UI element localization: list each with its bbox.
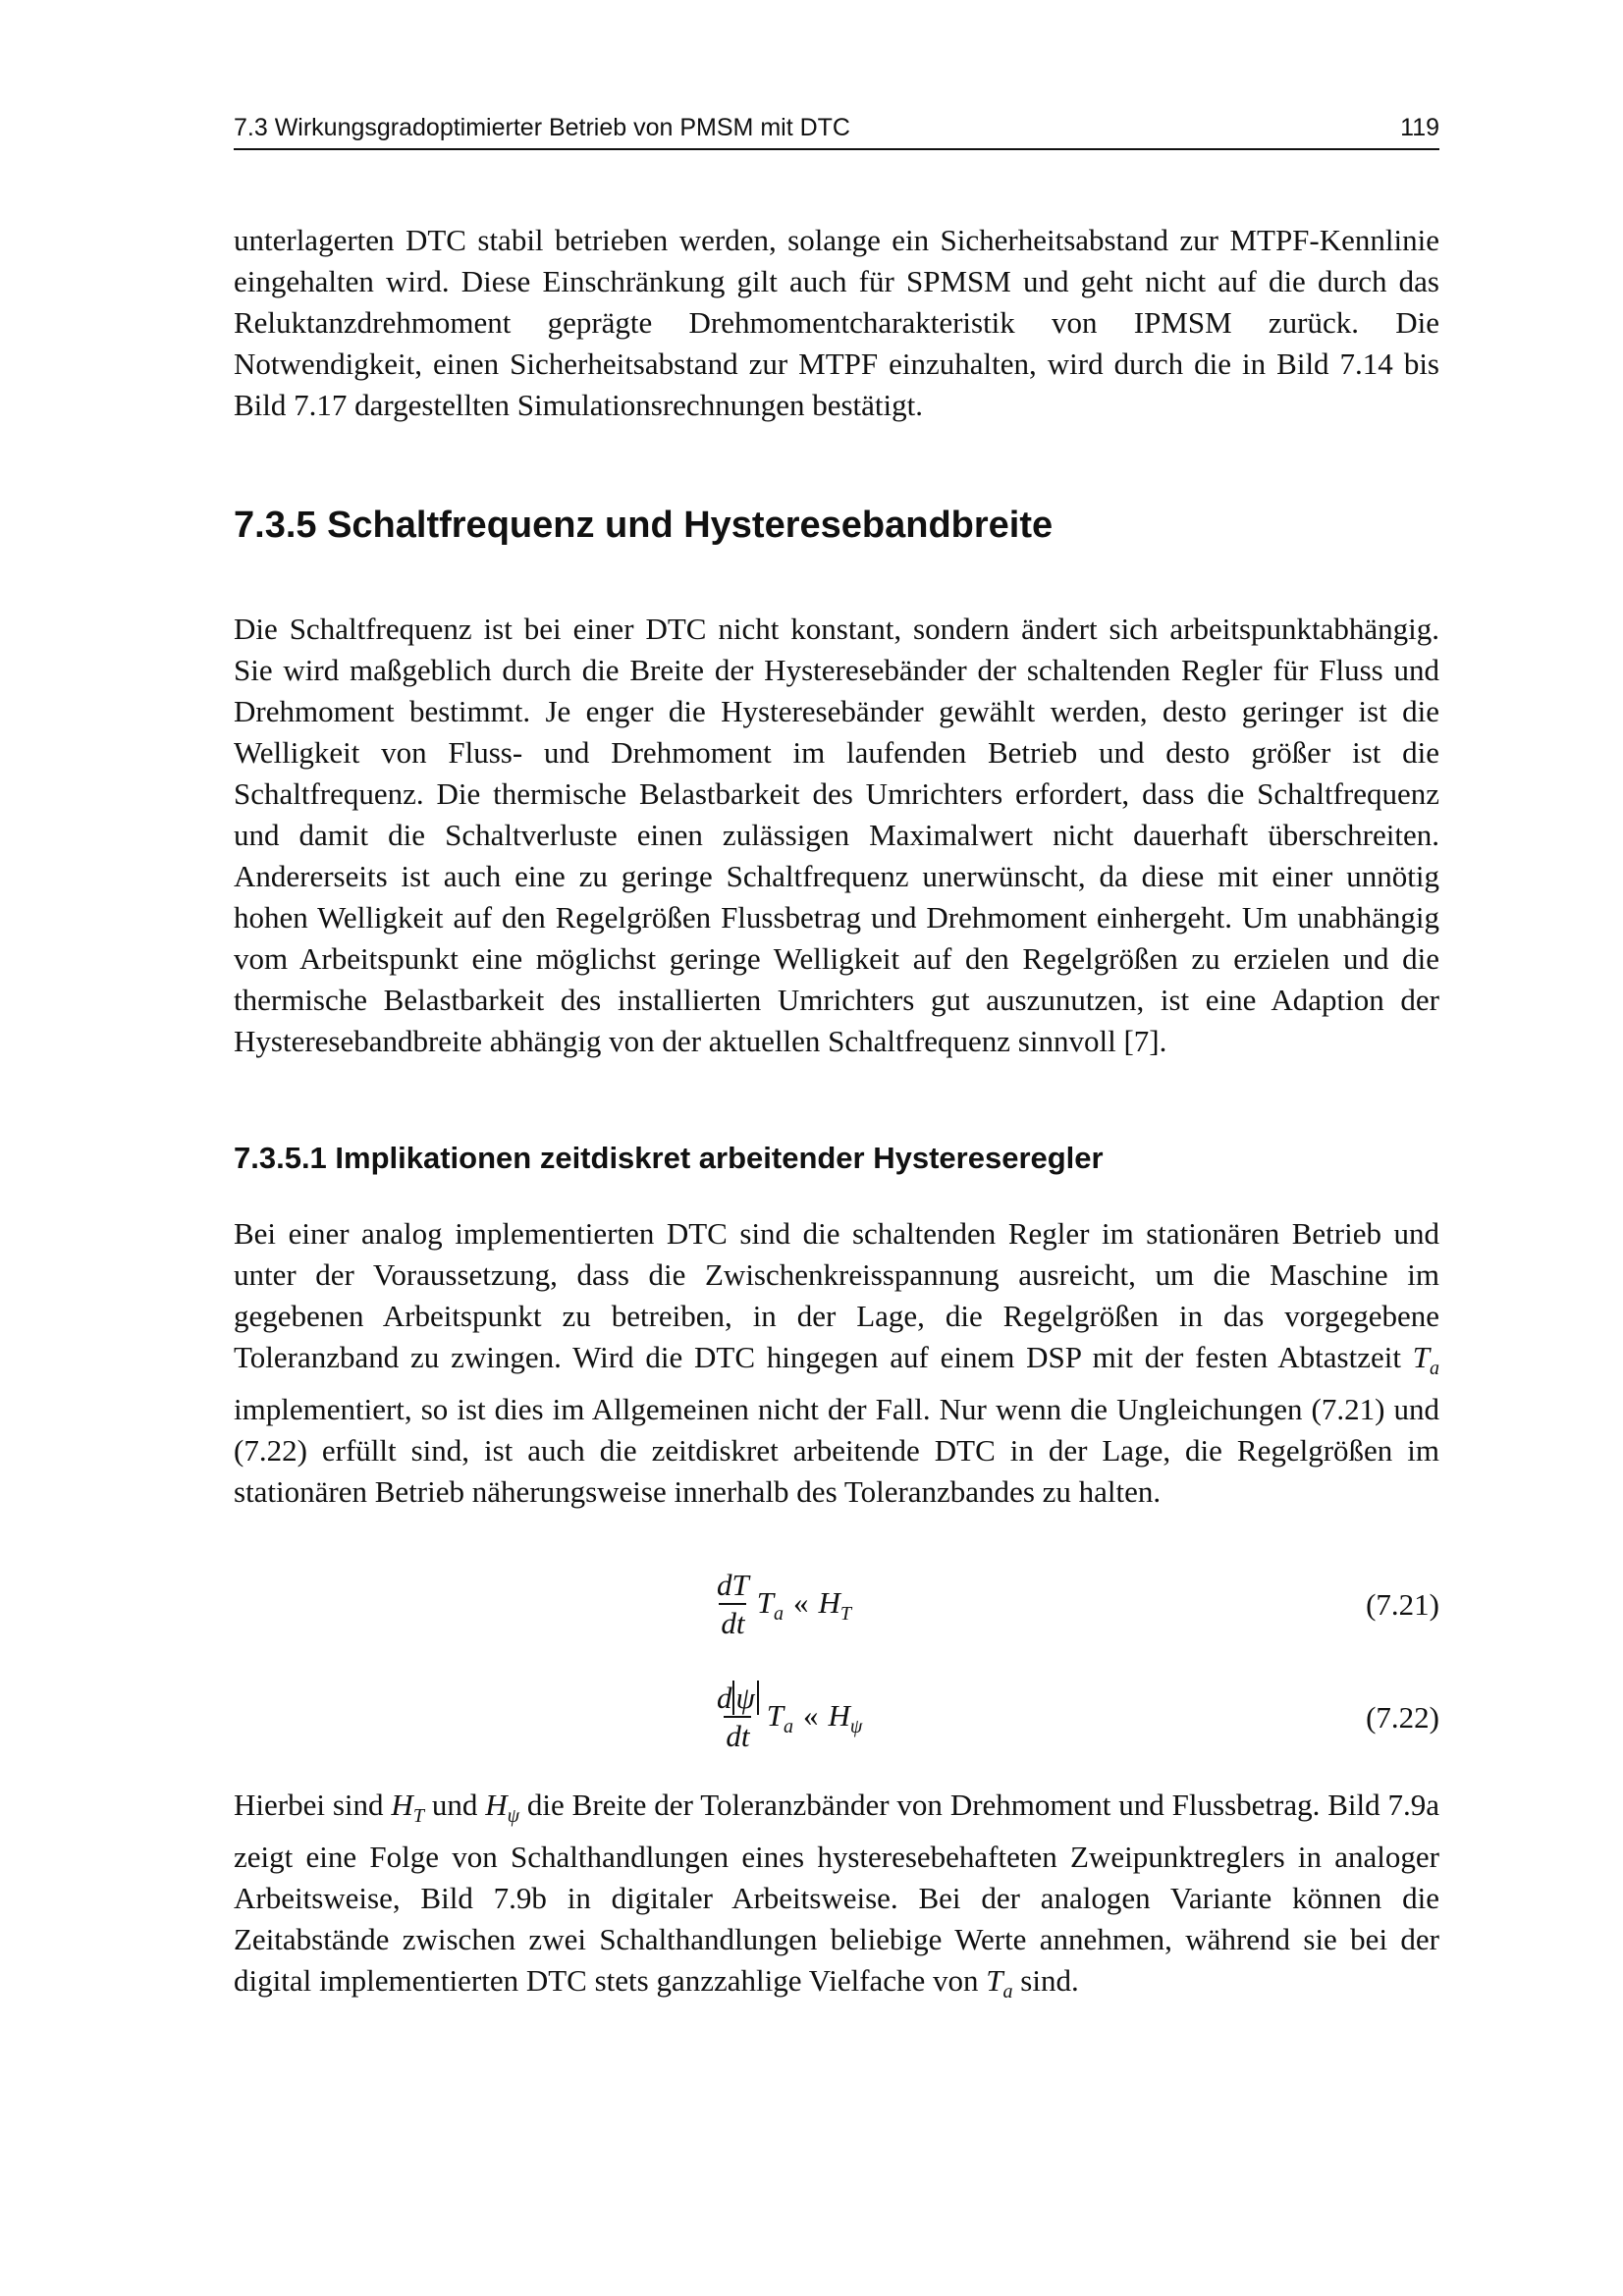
- p3-text-after: implementiert, so ist dies im Allgemeinen nicht der Fall. Nur wenn die Ungleichungen (7.21) und (7.22) erfüllt sind, ist auch die zeitdiskret arbeitende DTC in der Lage, die Regelgrößen im stationären Betrieb näherungsweise innerhalb des Toleranzbandes zu halten.: [234, 1392, 1439, 1509]
- symbol-subscript-psi: ψ: [507, 1805, 520, 1827]
- paragraph-schaltfrequenz: Die Schaltfrequenz ist bei einer DTC nicht konstant, sondern ändert sich arbeitspunktabhängig. Sie wird maßgeblich durch die Breite der Hysteresebänder der schaltenden Regler für Fluss und Drehmoment bestimmt. Je enger die Hysteresebänder gewählt werden, desto geringer ist die Welligkeit von Fluss- und Drehmoment im laufenden Betrieb und desto größer ist die Schaltfrequenz. Die thermische Belastbarkeit des Umrichters erfordert, dass die Schaltfrequenz und damit die Schaltverluste einen zulässigen Maximalwert nicht dauerhaft überschreiten. Andererseits ist auch eine zu geringe Schaltfrequenz unerwünscht, da diese mit einer unnötig hohen Welligkeit auf den Regelgrößen Flussbetrag und Drehmoment einhergeht. Um unabhängig vom Arbeitspunkt eine möglichst geringe Welligkeit auf den Regelgrößen zu erzielen und die thermische Belastbarkeit des installierten Umrichters gut auszunutzen, ist eine Adaption der Hysteresebandbreite abhängig von der aktuellen Schaltfrequenz sinnvoll [7].: [234, 612, 1439, 1058]
- symbol-subscript-a: a: [784, 1715, 794, 1737]
- symbol-subscript-a: a: [1002, 1981, 1013, 2002]
- symbol-subscript-a: a: [1430, 1358, 1440, 1379]
- equation-7-21-math: [715, 1556, 851, 1654]
- symbol-H: H: [391, 1788, 413, 1822]
- symbol-subscript-T: T: [412, 1805, 424, 1827]
- fraction-denominator: dt: [724, 1716, 751, 1755]
- symbol-subscript-psi: ψ: [849, 1715, 863, 1737]
- much-less-than-symbol: «: [793, 1584, 809, 1620]
- equation-7-21: [234, 1556, 1439, 1654]
- p3-text-before: Bei einer analog implementierten DTC sind die schaltenden Regler im stationären Betrieb und unter der Voraussetzung, dass die Zwischenkreisspannung ausreicht, um die Maschine im gegebenen Arbeitspunkt zu betreiben, in der Lage, die Regelgrößen in das vorgegebene Toleranzband zu zwingen. Wird die DTC hingegen auf einem DSP mit der festen Abtastzeit: [234, 1216, 1439, 1374]
- symbol-d: d: [717, 1681, 732, 1715]
- equation-number: (7.21): [1366, 1587, 1439, 1622]
- running-header: [234, 114, 1439, 150]
- equation-rhs: [757, 1585, 851, 1626]
- equation-rhs: [767, 1698, 863, 1738]
- symbol-T: T: [766, 1697, 784, 1733]
- fraction-numerator: [715, 1681, 761, 1716]
- symbol-subscript-T: T: [839, 1602, 852, 1625]
- much-less-than-symbol: «: [803, 1697, 819, 1733]
- symbol-H: H: [485, 1788, 508, 1822]
- equation-number: (7.22): [1366, 1700, 1439, 1735]
- equation-7-22-math: [715, 1669, 862, 1767]
- fraction-dT-dt: [715, 1568, 751, 1642]
- fraction-numerator: dT: [717, 1568, 749, 1602]
- paragraph-hierbei: [234, 1785, 1439, 2012]
- absolute-psi: ψ: [732, 1681, 759, 1715]
- header-page-number: 119: [1400, 114, 1439, 141]
- fraction-dpsi-dt: [715, 1681, 761, 1755]
- symbol-H: H: [828, 1697, 850, 1733]
- section-heading: 7.3.5 Schaltfrequenz und Hysteresebandbreite: [234, 505, 1054, 546]
- symbol-H: H: [818, 1584, 840, 1620]
- symbol-T: T: [1412, 1340, 1431, 1374]
- p4-text-c: die Breite der Toleranzbänder von Drehmoment und Flussbetrag. Bild 7.9a zeigt eine Folge von Schalthandlungen eines hysteresebehafteten Zweipunktreglers in analoger Arbeitsweise, Bild 7.9b in digitaler Arbeitsweise. Bei der analogen Variante können die Zeitabstände zwischen zwei Schalthandlungen beliebige Werte annehmen, während sie bei der digital implementierten DTC stets ganzzahlige Vielfache von: [234, 1788, 1440, 1998]
- p4-text-end: sind.: [1020, 1963, 1079, 1998]
- fraction-denominator: dt: [719, 1603, 746, 1642]
- equation-7-22: [234, 1669, 1439, 1767]
- header-section-title: 7.3 Wirkungsgradoptimierter Betrieb von PMSM mit DTC: [234, 114, 850, 141]
- subsection-heading: 7.3.5.1 Implikationen zeitdiskret arbeitender Hystereseregler: [234, 1141, 1104, 1175]
- paragraph-implikationen: [234, 1213, 1439, 1513]
- p4-text-a: Hierbei sind: [234, 1788, 384, 1822]
- paragraph-intro: unterlagerten DTC stabil betrieben werden, solange ein Sicherheitsabstand zur MTPF-Kennlinie eingehalten wird. Diese Einschränkung gilt auch für SPMSM und geht nicht auf die durch das Reluktanzdrehmoment geprägte Drehmomentcharakteristik von IPMSM zurück. Die Notwendigkeit, einen Sicherheitsabstand zur MTPF einzuhalten, wird durch die in Bild 7.14 bis Bild 7.17 dargestellten Simulationsrechnungen bestätigt.: [234, 223, 1439, 422]
- symbol-T: T: [756, 1584, 774, 1620]
- symbol-T: T: [986, 1963, 1003, 1998]
- p4-text-b: und: [431, 1788, 478, 1822]
- symbol-subscript-a: a: [774, 1602, 784, 1625]
